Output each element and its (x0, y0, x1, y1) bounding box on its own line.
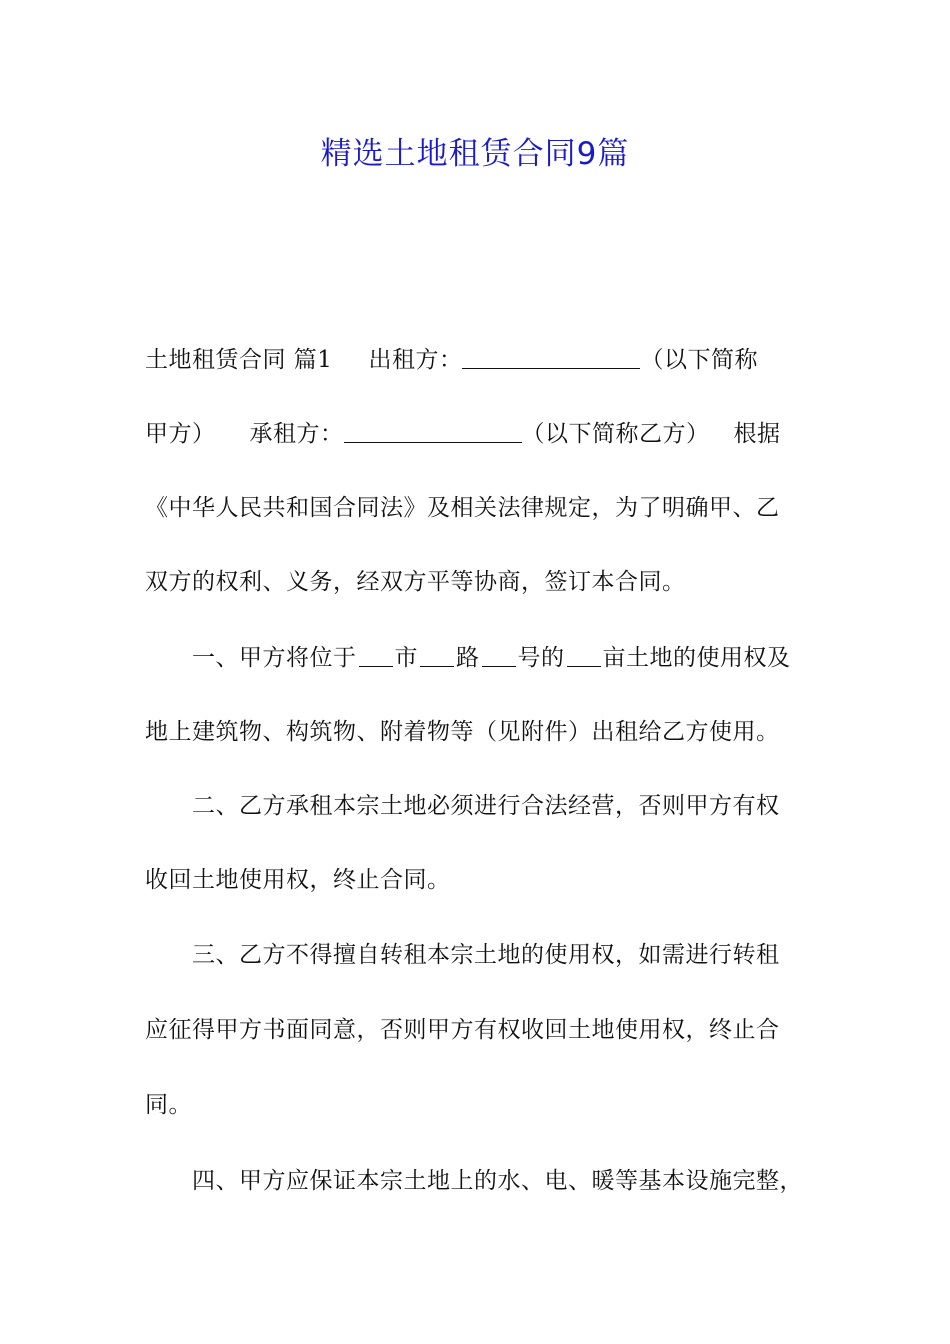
paragraph-line: 《中华人民共和国合同法》及相关法律规定，为了明确甲、乙 (145, 495, 780, 521)
lessor-blank (462, 346, 640, 369)
text-segment: 一、甲方将位于 (192, 645, 357, 671)
road-blank (420, 644, 454, 667)
lessor-label: 出租方： (368, 347, 463, 373)
area-blank (567, 644, 601, 667)
paragraph-line (192, 640, 791, 676)
paragraph-line: 三、乙方不得擅自转租本宗土地的使用权，如需进行转租 (192, 942, 780, 968)
contract-heading: 土地租赁合同 篇1 (145, 347, 333, 373)
paragraph-line: 同。 (145, 1092, 192, 1118)
text-segment: （以下简称 (640, 347, 758, 373)
text-segment: 根据 (733, 421, 781, 447)
lessee-label: 承租方： (249, 421, 344, 447)
paragraph-line: 收回土地使用权，终止合同。 (145, 867, 451, 893)
lessee-blank (344, 420, 522, 443)
number-blank (482, 644, 516, 667)
text-segment: 亩土地的使用权及 (602, 645, 791, 671)
paragraph-line: 二、乙方承租本宗土地必须进行合法经营，否则甲方有权 (192, 793, 780, 819)
text-segment: 路 (456, 645, 480, 671)
city-blank (359, 644, 393, 667)
text-segment: 号的 (517, 645, 565, 671)
paragraph-line (145, 416, 781, 452)
paragraph-line: 应征得甲方书面同意，否则甲方有权收回土地使用权，终止合 (145, 1017, 780, 1043)
document-title: 精选土地租赁合同9篇 (320, 136, 630, 172)
paragraph-line: 四、甲方应保证本宗土地上的水、电、暖等基本设施完整， (192, 1168, 803, 1194)
paragraph-line (145, 342, 758, 378)
paragraph-line: 地上建筑物、构筑物、附着物等（见附件）出租给乙方使用。 (145, 719, 780, 745)
text-segment: （以下简称乙方） (521, 421, 710, 447)
paragraph-line: 双方的权利、义务，经双方平等协商，签订本合同。 (145, 569, 686, 595)
text-segment: 市 (394, 645, 418, 671)
text-segment: 甲方） (145, 421, 216, 447)
